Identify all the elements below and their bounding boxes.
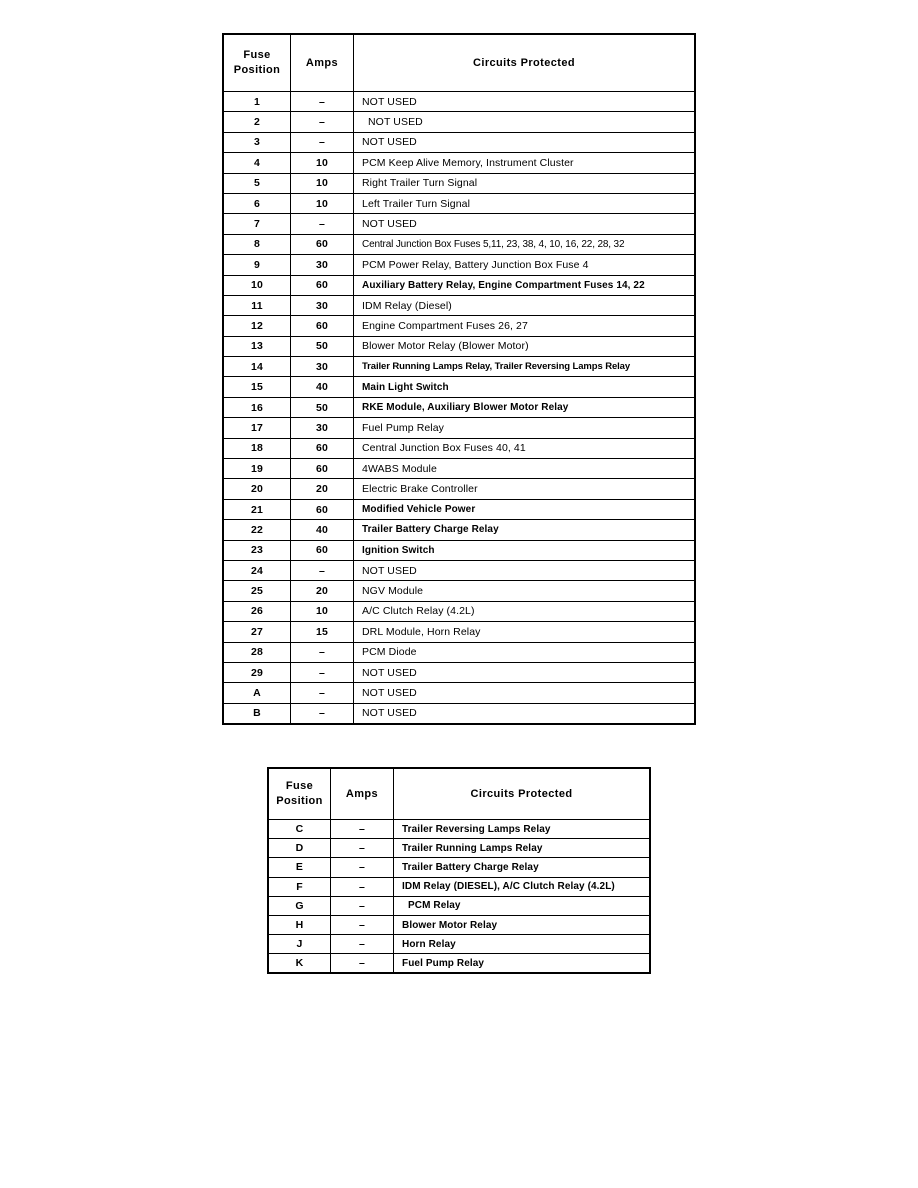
cell-circuits: Central Junction Box Fuses 5,11, 23, 38, 4, 10, 16, 22, 28, 32 (354, 234, 696, 254)
cell-amps: 30 (291, 418, 354, 438)
cell-amps: 30 (291, 357, 354, 377)
cell-fuse-position: 22 (223, 520, 291, 540)
table-row (268, 915, 650, 934)
cell-circuits: NOT USED (354, 560, 696, 580)
cell-fuse-position: 21 (223, 499, 291, 519)
cell-amps: – (331, 915, 394, 934)
table-row (223, 662, 695, 682)
cell-circuits: Central Junction Box Fuses 40, 41 (354, 438, 696, 458)
table-row (223, 112, 695, 132)
cell-fuse-position: 8 (223, 234, 291, 254)
cell-amps: – (291, 642, 354, 662)
cell-amps: – (331, 858, 394, 877)
cell-amps: – (291, 92, 354, 112)
cell-fuse-position: 10 (223, 275, 291, 295)
cell-circuits: Blower Motor Relay (Blower Motor) (354, 336, 696, 356)
cell-circuits: Trailer Running Lamps Relay (394, 839, 651, 858)
cell-circuits: NOT USED (354, 683, 696, 703)
header-fuse-position-line2: Position (233, 64, 281, 76)
cell-fuse-position: H (268, 915, 331, 934)
cell-fuse-position: 16 (223, 397, 291, 417)
header-circuits-protected: Circuits Protected (354, 34, 696, 92)
cell-amps: – (331, 877, 394, 896)
cell-circuits: Ignition Switch (354, 540, 696, 560)
cell-fuse-position: 18 (223, 438, 291, 458)
cell-fuse-position: G (268, 896, 331, 915)
table-row (223, 275, 695, 295)
cell-fuse-position: C (268, 820, 331, 839)
cell-circuits: NOT USED (354, 112, 696, 132)
cell-circuits: Modified Vehicle Power (354, 499, 696, 519)
table-row (223, 581, 695, 601)
table-row (223, 397, 695, 417)
cell-circuits: A/C Clutch Relay (4.2L) (354, 601, 696, 621)
relay-fuse-table (267, 767, 651, 974)
cell-circuits: Fuel Pump Relay (354, 418, 696, 438)
cell-fuse-position: F (268, 877, 331, 896)
table-row (223, 459, 695, 479)
table-header (223, 34, 695, 92)
cell-fuse-position: D (268, 839, 331, 858)
table-row (223, 418, 695, 438)
cell-amps: – (291, 112, 354, 132)
table-row (223, 193, 695, 213)
cell-amps: 10 (291, 173, 354, 193)
cell-fuse-position: A (223, 683, 291, 703)
cell-amps: 40 (291, 520, 354, 540)
table-row (223, 214, 695, 234)
cell-fuse-position: 17 (223, 418, 291, 438)
table-body (223, 92, 695, 724)
header-fuse-position (223, 34, 291, 92)
cell-fuse-position: 9 (223, 255, 291, 275)
cell-amps: 60 (291, 275, 354, 295)
cell-fuse-position: E (268, 858, 331, 877)
cell-amps: 10 (291, 193, 354, 213)
cell-circuits: PCM Relay (394, 896, 651, 915)
cell-circuits: IDM Relay (DIESEL), A/C Clutch Relay (4.2L) (394, 877, 651, 896)
cell-amps: 50 (291, 397, 354, 417)
cell-circuits: NGV Module (354, 581, 696, 601)
cell-fuse-position: 7 (223, 214, 291, 234)
table-header (268, 768, 650, 820)
cell-circuits: PCM Power Relay, Battery Junction Box Fuse 4 (354, 255, 696, 275)
cell-amps: 60 (291, 438, 354, 458)
cell-amps: – (291, 132, 354, 152)
cell-circuits: Electric Brake Controller (354, 479, 696, 499)
header-row (268, 768, 650, 820)
cell-circuits: RKE Module, Auxiliary Blower Motor Relay (354, 397, 696, 417)
cell-circuits: Trailer Battery Charge Relay (354, 520, 696, 540)
header-amps: Amps (331, 768, 394, 820)
table-row (223, 234, 695, 254)
table-row (223, 601, 695, 621)
cell-amps: 10 (291, 601, 354, 621)
header-fuse-position-line1: Fuse (285, 780, 314, 793)
cell-circuits: Trailer Running Lamps Relay, Trailer Reversing Lamps Relay (354, 357, 696, 377)
cell-fuse-position: 24 (223, 560, 291, 580)
cell-circuits: NOT USED (354, 92, 696, 112)
table-row (268, 858, 650, 877)
cell-fuse-position: 12 (223, 316, 291, 336)
table-row (223, 377, 695, 397)
cell-fuse-position: 4 (223, 153, 291, 173)
cell-amps: 50 (291, 336, 354, 356)
table-row (223, 560, 695, 580)
cell-amps: – (291, 703, 354, 723)
cell-amps: 40 (291, 377, 354, 397)
table-row (223, 622, 695, 642)
table-body (268, 820, 650, 974)
cell-fuse-position: 11 (223, 295, 291, 315)
cell-amps: 60 (291, 234, 354, 254)
table-row (268, 954, 650, 973)
cell-amps: 20 (291, 581, 354, 601)
cell-circuits: NOT USED (354, 132, 696, 152)
cell-amps: 60 (291, 499, 354, 519)
table-row (223, 92, 695, 112)
cell-circuits: Trailer Reversing Lamps Relay (394, 820, 651, 839)
table-row (223, 540, 695, 560)
table-row (223, 316, 695, 336)
table-row (223, 703, 695, 723)
cell-amps: 60 (291, 316, 354, 336)
cell-fuse-position: J (268, 935, 331, 954)
table-row (223, 173, 695, 193)
cell-amps: – (331, 839, 394, 858)
header-circuits-protected: Circuits Protected (394, 768, 651, 820)
table-row (223, 479, 695, 499)
cell-fuse-position: 5 (223, 173, 291, 193)
main-fuse-table (222, 33, 696, 725)
cell-amps: – (331, 935, 394, 954)
cell-amps: – (291, 662, 354, 682)
table-row (223, 642, 695, 662)
table-row (223, 499, 695, 519)
cell-fuse-position: 23 (223, 540, 291, 560)
table-row (268, 839, 650, 858)
cell-amps: 15 (291, 622, 354, 642)
cell-circuits: NOT USED (354, 214, 696, 234)
cell-circuits: DRL Module, Horn Relay (354, 622, 696, 642)
table-row (268, 935, 650, 954)
cell-circuits: 4WABS Module (354, 459, 696, 479)
cell-circuits: Left Trailer Turn Signal (354, 193, 696, 213)
table-row (223, 255, 695, 275)
table-row (268, 896, 650, 915)
cell-amps: – (331, 896, 394, 915)
cell-circuits: Engine Compartment Fuses 26, 27 (354, 316, 696, 336)
cell-amps: – (291, 683, 354, 703)
cell-amps: 30 (291, 255, 354, 275)
table-row (268, 877, 650, 896)
cell-fuse-position: 20 (223, 479, 291, 499)
table-row (223, 438, 695, 458)
cell-fuse-position: 14 (223, 357, 291, 377)
cell-fuse-position: 2 (223, 112, 291, 132)
cell-fuse-position: 28 (223, 642, 291, 662)
cell-amps: 60 (291, 540, 354, 560)
cell-fuse-position: 29 (223, 662, 291, 682)
table-row (223, 357, 695, 377)
header-amps: Amps (291, 34, 354, 92)
cell-circuits: NOT USED (354, 703, 696, 723)
cell-amps: – (331, 954, 394, 973)
cell-fuse-position: K (268, 954, 331, 973)
cell-fuse-position: 15 (223, 377, 291, 397)
table-row (223, 132, 695, 152)
cell-fuse-position: 6 (223, 193, 291, 213)
table-row (223, 153, 695, 173)
cell-fuse-position: 19 (223, 459, 291, 479)
cell-amps: 60 (291, 459, 354, 479)
table-row (223, 295, 695, 315)
cell-circuits: PCM Diode (354, 642, 696, 662)
cell-amps: – (331, 820, 394, 839)
cell-fuse-position: 3 (223, 132, 291, 152)
cell-circuits: Auxiliary Battery Relay, Engine Compartment Fuses 14, 22 (354, 275, 696, 295)
table-row (223, 520, 695, 540)
cell-fuse-position: 1 (223, 92, 291, 112)
header-fuse-position-line1: Fuse (243, 49, 271, 62)
cell-circuits: Main Light Switch (354, 377, 696, 397)
cell-circuits: Blower Motor Relay (394, 915, 651, 934)
cell-amps: 20 (291, 479, 354, 499)
cell-amps: 10 (291, 153, 354, 173)
header-fuse-position (268, 768, 331, 820)
table-row (268, 820, 650, 839)
header-row (223, 34, 695, 92)
table-row (223, 683, 695, 703)
cell-circuits: IDM Relay (Diesel) (354, 295, 696, 315)
cell-amps: – (291, 214, 354, 234)
cell-circuits: PCM Keep Alive Memory, Instrument Cluster (354, 153, 696, 173)
cell-fuse-position: 26 (223, 601, 291, 621)
cell-amps: 30 (291, 295, 354, 315)
cell-circuits: Right Trailer Turn Signal (354, 173, 696, 193)
header-fuse-position-line2: Position (276, 795, 323, 807)
table-row (223, 336, 695, 356)
cell-circuits: Horn Relay (394, 935, 651, 954)
cell-fuse-position: 25 (223, 581, 291, 601)
cell-circuits: Fuel Pump Relay (394, 954, 651, 973)
cell-fuse-position: B (223, 703, 291, 723)
cell-circuits: Trailer Battery Charge Relay (394, 858, 651, 877)
cell-circuits: NOT USED (354, 662, 696, 682)
cell-fuse-position: 27 (223, 622, 291, 642)
cell-fuse-position: 13 (223, 336, 291, 356)
cell-amps: – (291, 560, 354, 580)
